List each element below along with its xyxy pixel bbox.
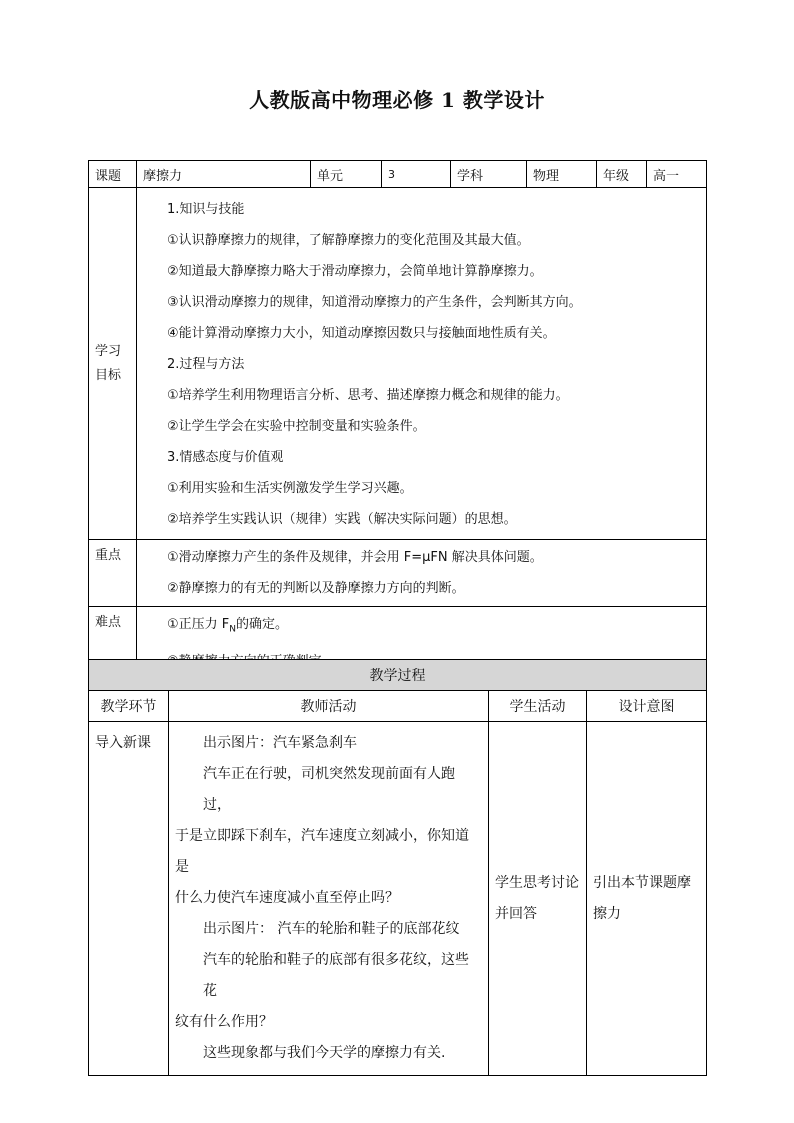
document-title: 人教版高中物理必修 1 教学设计 xyxy=(249,88,545,112)
difficulties-label: 难点 xyxy=(89,607,137,680)
objective-line: 2.过程与方法 xyxy=(167,357,245,372)
objectives-row xyxy=(89,188,707,540)
objective-line: ②知道最大静摩擦力略大于滑动摩擦力，会简单地计算静摩擦力。 xyxy=(167,264,543,279)
info-row xyxy=(89,161,707,188)
grade-value: 高一 xyxy=(647,161,707,188)
difficulty-line-suffix: 的确定。 xyxy=(236,617,289,632)
header-row xyxy=(89,691,707,722)
header-stage: 教学环节 xyxy=(89,691,169,722)
objective-line: ①认识静摩擦力的规律，了解静摩擦力的变化范围及其最大值。 xyxy=(167,233,530,248)
teacher-line: 于是立即踩下刹车，汽车速度立刻减小，你知道是 xyxy=(175,828,469,875)
teacher-line: 出示图片：汽车紧急刹车 xyxy=(203,735,357,751)
objective-line: ④能计算滑动摩擦力大小，知道动摩擦因数只与接触面地性质有关。 xyxy=(167,326,556,341)
intent-line: 引出本节课题摩 xyxy=(593,874,691,891)
section-row xyxy=(89,660,707,691)
objective-line: 1.知识与技能 xyxy=(167,202,245,217)
objective-line: ①利用实验和生活实例激发学生学习兴趣。 xyxy=(167,481,413,496)
objective-line: ②培养学生实践认识（规律）实践（解决实际问题）的思想。 xyxy=(167,512,517,527)
teacher-line: 汽车正在行驶，司机突然发现前面有人跑过， xyxy=(203,766,455,813)
key-points-content xyxy=(137,540,707,607)
header-intent: 设计意图 xyxy=(587,691,707,722)
topic-label: 课题 xyxy=(89,161,137,188)
student-line: 学生思考讨论 xyxy=(495,874,579,891)
key-points-row xyxy=(89,540,707,607)
teacher-line: 什么力使汽车速度减小直至停止吗？ xyxy=(175,890,399,906)
difficulty-line-prefix: ①正压力 F xyxy=(167,617,230,632)
key-points-label: 重点 xyxy=(89,540,137,607)
teacher-line: 纹有什么作用？ xyxy=(175,1014,273,1030)
key-point-line: ①滑动摩擦力产生的条件及规律，并会用 F=μFN 解决具体问题。 xyxy=(167,550,543,565)
subject-label: 学科 xyxy=(451,161,527,188)
difficulty-line-subscript: N xyxy=(229,624,236,635)
stage-row xyxy=(89,722,707,1076)
header-teacher: 教师活动 xyxy=(169,691,489,722)
objective-line: ③认识滑动摩擦力的规律，知道滑动摩擦力的产生条件，会判断其方向。 xyxy=(167,295,582,310)
objectives-label-line2: 目标 xyxy=(95,367,122,383)
teacher-line: 这些现象都与我们今天学的摩擦力有关. xyxy=(203,1045,446,1061)
objectives-content xyxy=(137,188,707,540)
objective-line: 3.情感态度与价值观 xyxy=(167,450,284,465)
topic-value: 摩擦力 xyxy=(137,161,311,188)
intent-line: 擦力 xyxy=(593,905,621,922)
teaching-process-table xyxy=(88,659,707,1076)
unit-label: 单元 xyxy=(311,161,382,188)
difficulty-line xyxy=(167,609,698,646)
lesson-info-table xyxy=(88,160,707,680)
design-intent xyxy=(587,722,707,1076)
teacher-activity xyxy=(169,722,489,1076)
header-student: 学生活动 xyxy=(489,691,587,722)
key-point-line: ②静摩擦力的有无的判断以及静摩擦力方向的判断。 xyxy=(167,581,465,596)
section-title: 教学过程 xyxy=(89,660,707,691)
grade-label: 年级 xyxy=(597,161,647,188)
unit-value: 3 xyxy=(382,161,451,188)
teacher-line: 汽车的轮胎和鞋子的底部有很多花纹，这些花 xyxy=(203,952,469,999)
teacher-line: 出示图片： 汽车的轮胎和鞋子的底部花纹 xyxy=(203,921,460,937)
objective-line: ①培养学生利用物理语言分析、思考、描述摩擦力概念和规律的能力。 xyxy=(167,388,569,403)
objectives-label-line1: 学习 xyxy=(95,343,122,359)
stage-name: 导入新课 xyxy=(89,722,169,1076)
objective-line: ②让学生学会在实验中控制变量和实验条件。 xyxy=(167,419,426,434)
student-activity xyxy=(489,722,587,1076)
objectives-label xyxy=(89,188,137,540)
student-line: 并回答 xyxy=(495,905,537,922)
subject-value: 物理 xyxy=(527,161,597,188)
